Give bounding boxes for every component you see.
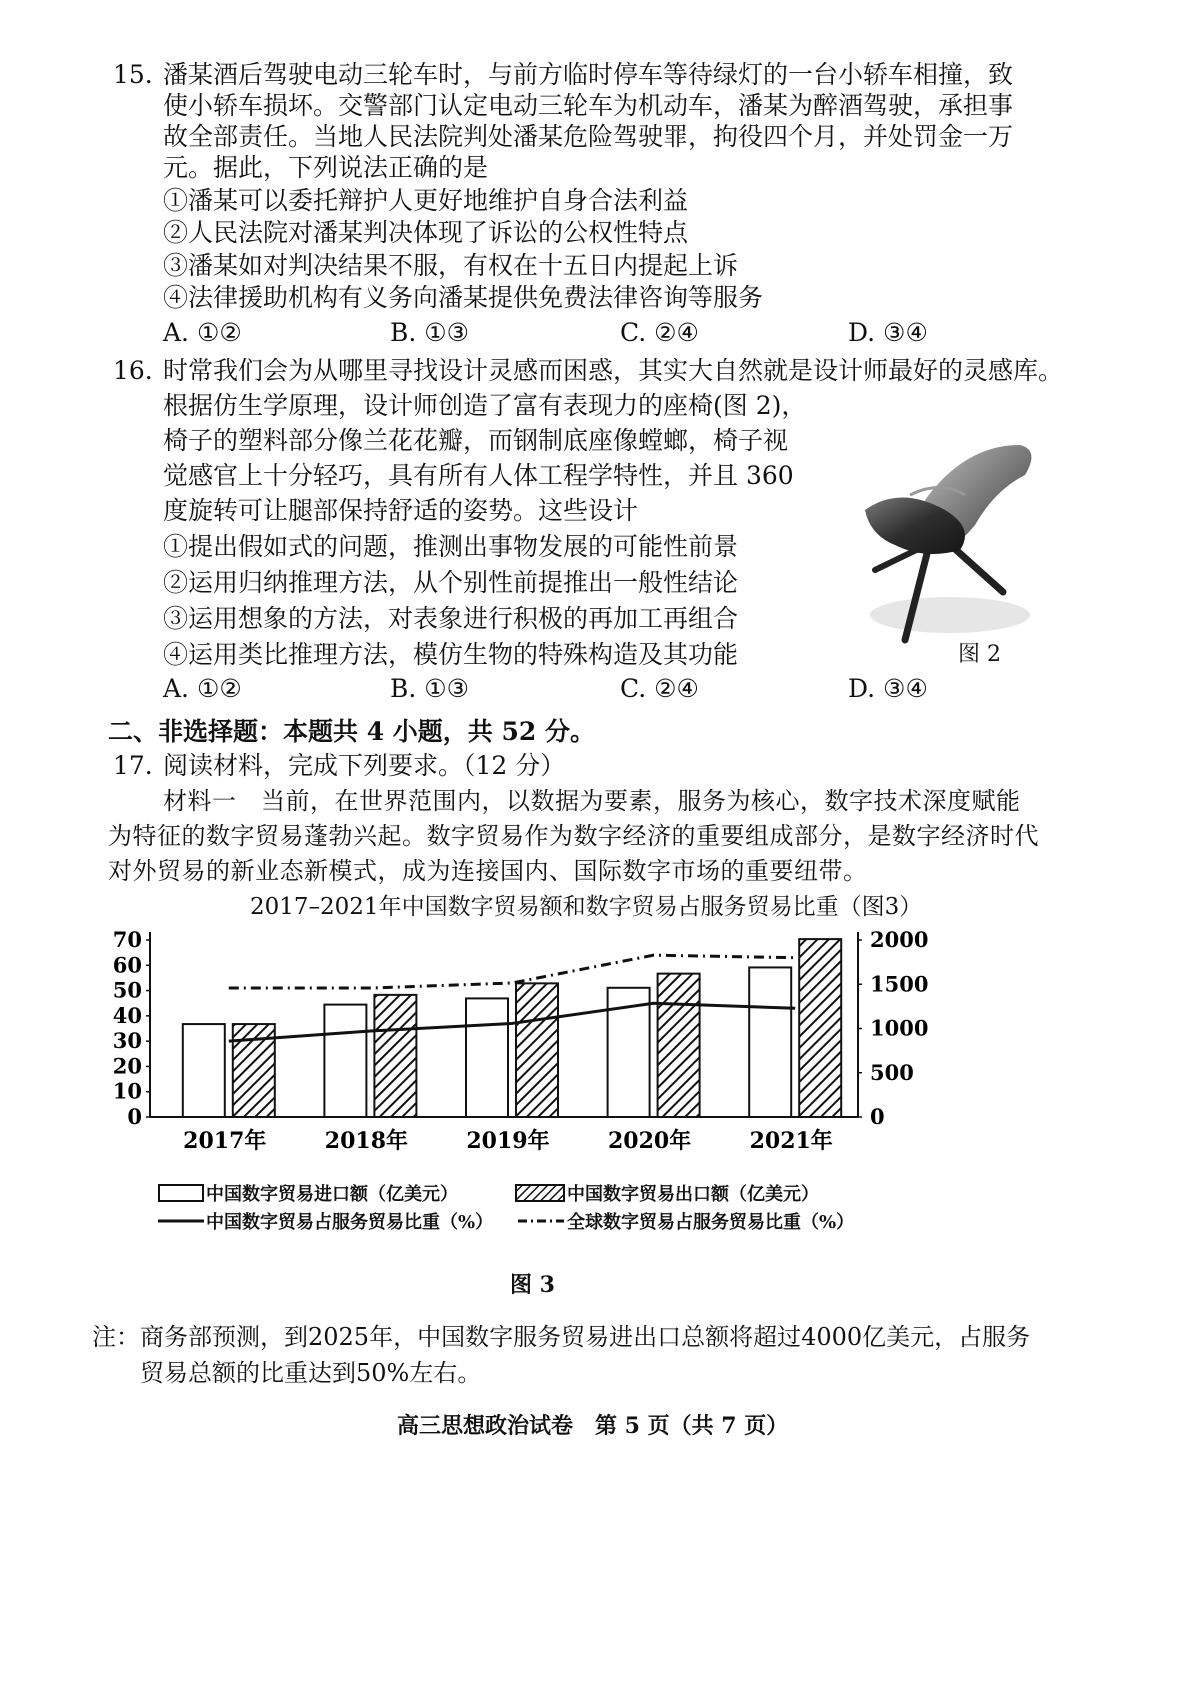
- statement: ④法律援助机构有义务向潘某提供免费法律咨询等服务: [163, 283, 764, 312]
- question-number: 16.: [113, 356, 153, 385]
- right-axis-tick-label: 2000: [870, 927, 929, 952]
- question-text-line: 使小轿车损坏。交警部门认定电动三轮车为机动车，潘某为醉酒驾驶，承担事: [163, 91, 1014, 120]
- question-text-line: 潘某酒后驾驶电动三轮车时，与前方临时停车等待绿灯的一台小轿车相撞，致: [163, 60, 1014, 89]
- left-axis-tick-label: 0: [127, 1104, 142, 1129]
- option-a: A. ①②: [163, 674, 242, 703]
- export-bar: [374, 995, 416, 1117]
- x-axis-category-label: 2019年: [466, 1128, 550, 1154]
- left-axis-tick-label: 20: [112, 1053, 142, 1079]
- chart-title: 2017–2021年中国数字贸易额和数字贸易占服务贸易比重（图3）: [250, 894, 923, 920]
- question-text-line: 时常我们会为从哪里寻找设计灵感而困惑，其实大自然就是设计师最好的灵感库。: [163, 356, 1064, 385]
- right-axis-tick-label: 1000: [870, 1015, 929, 1041]
- question-text-line: 度旋转可让腿部保持舒适的姿势。这些设计: [163, 496, 639, 525]
- import-bar: [466, 998, 508, 1117]
- question-prompt: 阅读材料，完成下列要求。（12 分）: [163, 751, 566, 780]
- export-bar: [799, 939, 841, 1117]
- material-line: 对外贸易的新业态新模式，成为连接国内、国际数字市场的重要纽带。: [108, 857, 868, 885]
- question-number: 17.: [113, 751, 153, 780]
- note-line: 贸易总额的比重达到50%左右。: [140, 1359, 482, 1387]
- question-number: 15.: [113, 60, 153, 89]
- figure-3-label: 图 3: [510, 1272, 555, 1298]
- statement: ①提出假如式的问题，推测出事物发展的可能性前景: [163, 532, 739, 561]
- legend-label-export: 中国数字贸易出口额（亿美元）: [567, 1184, 819, 1205]
- export-bar: [516, 983, 558, 1117]
- material-line: 为特征的数字贸易蓬勃兴起。数字贸易作为数字经济的重要组成部分，是数字经济时代: [108, 822, 1039, 850]
- x-axis-category-label: 2021年: [749, 1128, 833, 1154]
- import-bar: [749, 967, 791, 1117]
- statement: ①潘某可以委托辩护人更好地维护自身合法利益: [163, 186, 689, 215]
- right-axis-tick-label: 1500: [870, 971, 929, 997]
- option-b: B. ①③: [390, 674, 470, 703]
- option-d: D. ③④: [848, 674, 928, 703]
- legend-swatch-china-share: [158, 1214, 204, 1228]
- left-axis-tick-label: 10: [112, 1078, 142, 1104]
- left-axis-tick-label: 50: [112, 977, 142, 1003]
- section-heading: 二、非选择题：本题共 4 小题，共 52 分。: [108, 717, 596, 746]
- chair-illustration: [855, 440, 1055, 650]
- legend-swatch-export: [515, 1183, 565, 1203]
- legend-label-china-share: 中国数字贸易占服务贸易比重（%）: [206, 1212, 494, 1233]
- legend-label-import: 中国数字贸易进口额（亿美元）: [206, 1184, 458, 1205]
- question-text-line: 元。据此，下列说法正确的是: [163, 153, 489, 182]
- right-axis-tick-label: 500: [870, 1059, 914, 1085]
- option-b: B. ①③: [390, 318, 470, 347]
- statement: ②运用归纳推理方法，从个别性前提推出一般性结论: [163, 568, 739, 597]
- material-line: 材料一 当前，在世界范围内，以数据为要素，服务为核心，数字技术深度赋能: [163, 787, 1021, 815]
- page-footer: 高三思想政治试卷 第 5 页（共 7 页）: [397, 1413, 789, 1439]
- legend-swatch-import: [158, 1183, 204, 1203]
- x-axis-category-label: 2017年: [183, 1128, 267, 1154]
- option-c: C. ②④: [620, 674, 699, 703]
- export-bar: [658, 974, 700, 1117]
- left-axis-tick-label: 60: [112, 952, 142, 978]
- x-axis-category-label: 2020年: [607, 1128, 692, 1154]
- question-text-line: 椅子的塑料部分像兰花花瓣，而钢制底座像螳螂，椅子视: [163, 426, 789, 455]
- left-axis-tick-label: 40: [112, 1002, 142, 1028]
- statement: ③运用想象的方法，对表象进行积极的再加工再组合: [163, 604, 739, 633]
- question-text-line: 根据仿生学原理，设计师创造了富有表现力的座椅(图 2)，: [163, 391, 807, 420]
- china-share-line: [229, 1003, 795, 1041]
- import-bar: [324, 1005, 366, 1117]
- statement: ②人民法院对潘某判决体现了诉讼的公权性特点: [163, 218, 689, 247]
- question-text-line: 故全部责任。当地人民法院判处潘某危险驾驶罪，拘役四个月，并处罚金一万: [163, 122, 1014, 151]
- global-share-line: [229, 955, 795, 988]
- figure-2-label: 图 2: [958, 642, 1001, 667]
- legend-label-global-share: 全球数字贸易占服务贸易比重（%）: [567, 1212, 855, 1233]
- import-bar: [183, 1024, 225, 1117]
- statement: ④运用类比推理方法，模仿生物的特殊构造及其功能: [163, 640, 739, 669]
- statement: ③潘某如对判决结果不服，有权在十五日内提起上诉: [163, 251, 739, 280]
- left-axis-tick-label: 30: [112, 1028, 142, 1054]
- right-axis-tick-label: 0: [870, 1104, 885, 1129]
- option-d: D. ③④: [848, 318, 928, 347]
- option-c: C. ②④: [620, 318, 699, 347]
- option-a: A. ①②: [163, 318, 242, 347]
- left-axis-tick-label: 70: [112, 927, 142, 952]
- note-line: 注：商务部预测，到2025年，中国数字服务贸易进出口总额将超过4000亿美元，占服务: [92, 1323, 1031, 1351]
- question-text-line: 觉感官上十分轻巧，具有所有人体工程学特性，并且 360: [163, 461, 794, 490]
- legend-swatch-global-share: [518, 1214, 564, 1228]
- x-axis-category-label: 2018年: [324, 1128, 409, 1154]
